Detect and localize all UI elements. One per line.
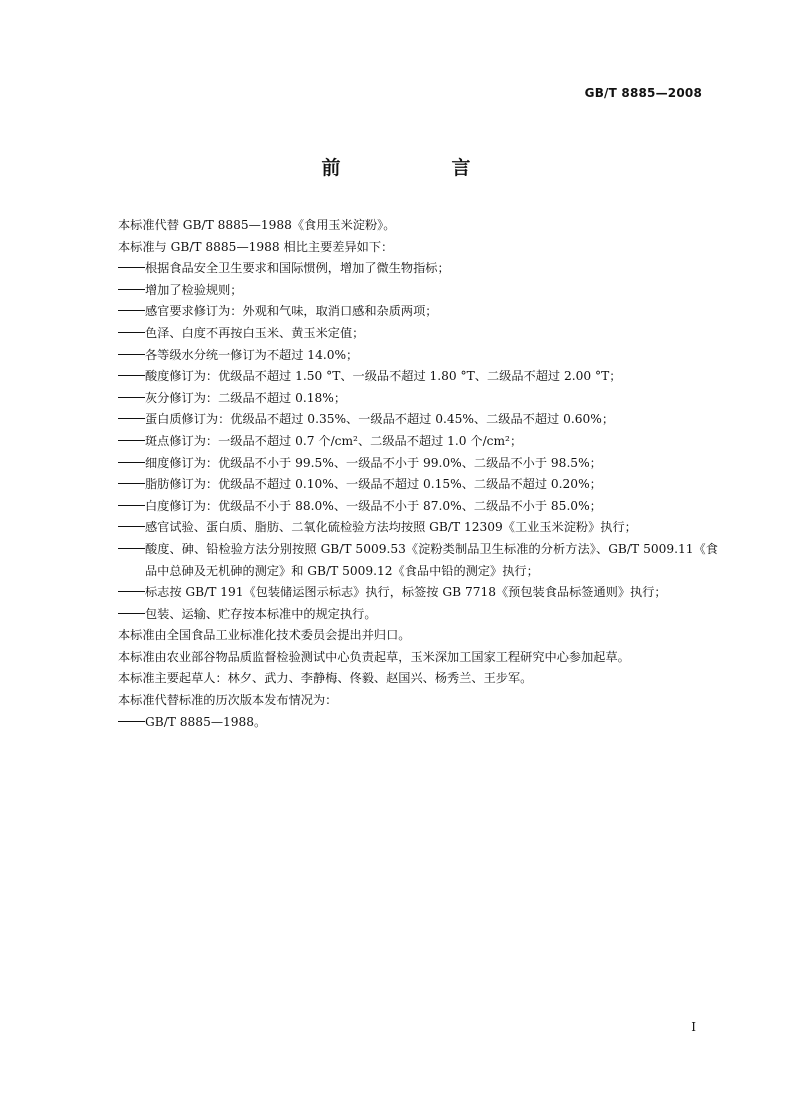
dash-marker: [118, 267, 145, 268]
difference-item: [118, 366, 718, 388]
intro-paragraph: 本标准代替 GB/T 8885—1988《食用玉米淀粉》。: [118, 218, 396, 232]
dash-marker: [118, 721, 145, 722]
dash-marker: [118, 548, 145, 549]
difference-item: [118, 517, 718, 539]
dash-marker: [118, 483, 145, 484]
difference-item: [118, 280, 718, 302]
page-title: 前 言: [321, 157, 517, 179]
dash-marker: [118, 375, 145, 376]
difference-item: [118, 582, 718, 604]
dash-marker: [118, 397, 145, 398]
difference-item: [118, 539, 718, 582]
closing-paragraph: 本标准由农业部谷物品质监督检验测试中心负责起草，玉米深加工国家工程研究中心参加起草。: [118, 649, 630, 664]
history-item: [118, 712, 718, 734]
foreword-body: [118, 215, 718, 733]
dash-marker: [118, 613, 145, 614]
difference-text: 根据食品安全卫生要求和国际惯例，增加了微生物指标；: [145, 261, 450, 276]
standard-code: GB/T 8885—2008: [584, 86, 702, 100]
page-number: I: [691, 1020, 696, 1034]
dash-marker: [118, 462, 145, 463]
dash-marker: [118, 310, 145, 311]
difference-item: [118, 345, 718, 367]
difference-item: [118, 409, 718, 431]
difference-item: [118, 323, 718, 345]
difference-text: 细度修订为：优级品不小于 99.5%、一级品不小于 99.0%、二级品不小于 98.5%；: [145, 455, 602, 470]
difference-text: 斑点修订为：一级品不超过 0.7 个/cm²、二级品不超过 1.0 个/cm²；: [145, 433, 523, 448]
difference-text: 蛋白质修订为：优级品不超过 0.35%、一级品不超过 0.45%、二级品不超过 0.60%；: [145, 412, 615, 427]
difference-text: 感官试验、蛋白质、脂肪、二氧化硫检验方法均按照 GB/T 12309《工业玉米淀粉》执行；: [145, 520, 637, 535]
difference-text: 增加了检验规则；: [145, 282, 243, 297]
dash-marker: [118, 591, 145, 592]
dash-marker: [118, 505, 145, 506]
difference-text: 包装、运输、贮存按本标准中的规定执行。: [145, 606, 377, 621]
dash-marker: [118, 418, 145, 419]
difference-item: [118, 301, 718, 323]
difference-item: [118, 388, 718, 410]
difference-item: [118, 453, 718, 475]
dash-marker: [118, 289, 145, 290]
difference-text: 酸度修订为：优级品不超过 1.50 °T、一级品不超过 1.80 °T、二级品不超过 2.00 °T；: [145, 369, 622, 384]
closing-paragraph: 本标准代替标准的历次版本发布情况为：: [118, 693, 338, 708]
difference-text: 脂肪修订为：优级品不超过 0.10%、一级品不超过 0.15%、二级品不超过 0.20%；: [145, 477, 602, 492]
closing-paragraph: 本标准主要起草人：林夕、武力、李静梅、佟毅、赵国兴、杨秀兰、王步军。: [118, 671, 533, 686]
closing-paragraph: 本标准由全国食品工业标准化技术委员会提出并归口。: [118, 628, 411, 643]
difference-item: [118, 258, 718, 280]
difference-item: [118, 496, 718, 518]
history-text: GB/T 8885—1988。: [145, 714, 267, 729]
difference-text: 灰分修订为：二级品不超过 0.18%；: [145, 390, 347, 405]
difference-text: 色泽、白度不再按白玉米、黄玉米定值；: [145, 325, 365, 340]
dash-marker: [118, 354, 145, 355]
difference-item: [118, 474, 718, 496]
dash-marker: [118, 526, 145, 527]
difference-text: 感官要求修订为：外观和气味，取消口感和杂质两项；: [145, 304, 438, 319]
difference-item: [118, 604, 718, 626]
difference-text: 标志按 GB/T 191《包装储运图示标志》执行，标签按 GB 7718《预包装食品标签通则》执行；: [145, 585, 667, 600]
difference-text: 酸度、砷、铅检验方法分别按照 GB/T 5009.53《淀粉类制品卫生标准的分析方法》、GB/T 5009.11《食品中总砷及无机砷的测定》和 GB/T 5009.12《食品中铅的测定》执行；: [145, 541, 718, 578]
intro-paragraph: 本标准与 GB/T 8885—1988 相比主要差异如下：: [118, 239, 394, 254]
dash-marker: [118, 440, 145, 441]
difference-text: 各等级水分统一修订为不超过 14.0%；: [145, 347, 359, 362]
difference-item: [118, 431, 718, 453]
dash-marker: [118, 332, 145, 333]
difference-text: 白度修订为：优级品不小于 88.0%、一级品不小于 87.0%、二级品不小于 85.0%；: [145, 498, 602, 513]
